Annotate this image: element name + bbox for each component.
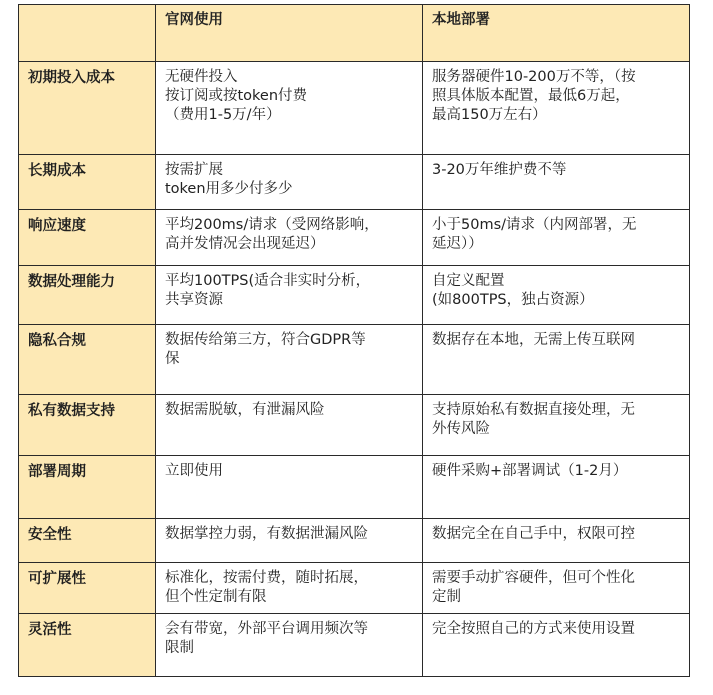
row-label: 响应速度 (19, 210, 156, 266)
cell-line: 保 (165, 351, 180, 367)
cell-line: 需要手动扩容硬件，但可个性化 (432, 570, 635, 586)
cell-line: 标准化，按需付费，随时拓展， (165, 570, 368, 586)
cell-line: 限制 (165, 640, 194, 656)
cell-line: 但个性定制有限 (165, 589, 267, 605)
official-cell (156, 456, 423, 519)
official-cell (156, 266, 423, 325)
table-row (19, 456, 690, 519)
cell-line: 数据传给第三方，符合GDPR等 (165, 332, 366, 348)
local-cell (423, 563, 690, 614)
row-label: 长期成本 (19, 155, 156, 210)
official-cell (156, 325, 423, 395)
cell-line: 共享资源 (165, 292, 223, 308)
cell-line: 完全按照自己的方式来使用设置 (432, 621, 635, 637)
table-row (19, 614, 690, 677)
official-cell (156, 395, 423, 456)
local-cell (423, 519, 690, 563)
header-cell-empty (19, 5, 156, 62)
table-row (19, 210, 690, 266)
row-label: 私有数据支持 (19, 395, 156, 456)
table-row (19, 519, 690, 563)
local-cell (423, 210, 690, 266)
cell-line: （费用1-5万/年） (165, 107, 281, 123)
table-row (19, 395, 690, 456)
cell-line: 照具体版本配置，最低6万起， (432, 88, 630, 104)
cell-line: 立即使用 (165, 463, 223, 479)
row-label: 部署周期 (19, 456, 156, 519)
cell-line: 数据完全在自己手中，权限可控 (432, 526, 635, 542)
cell-line: 平均200ms/请求（受网络影响， (165, 217, 379, 233)
table-row (19, 325, 690, 395)
comparison-table-container (18, 4, 689, 677)
cell-line: 自定义配置 (432, 273, 505, 289)
table-row (19, 266, 690, 325)
cell-line: 服务器硬件10-200万不等，（按 (432, 69, 636, 85)
local-cell (423, 456, 690, 519)
official-cell (156, 210, 423, 266)
cell-line: 3-20万年维护费不等 (432, 162, 567, 178)
header-cell-local: 本地部署 (423, 5, 690, 62)
cell-line: 延迟）） (432, 236, 483, 252)
cell-line: 按需扩展 (165, 162, 223, 178)
row-label: 灵活性 (19, 614, 156, 677)
row-label: 数据处理能力 (19, 266, 156, 325)
local-cell (423, 155, 690, 210)
cell-line: token用多少付多少 (165, 181, 293, 197)
cell-line: 最高150万左右） (432, 107, 547, 123)
cell-line: 数据需脱敏，有泄漏风险 (165, 402, 325, 418)
cell-line: 定制 (432, 589, 461, 605)
local-cell (423, 395, 690, 456)
cell-line: 支持原始私有数据直接处理，无 (432, 402, 635, 418)
cell-line: 数据掌控力弱，有数据泄漏风险 (165, 526, 368, 542)
local-cell (423, 614, 690, 677)
cell-line: 硬件采购+部署调试（1-2月） (432, 463, 628, 479)
official-cell (156, 563, 423, 614)
row-label: 安全性 (19, 519, 156, 563)
official-cell (156, 62, 423, 155)
cell-line: 数据存在本地，无需上传互联网 (432, 332, 635, 348)
cell-line: 外传风险 (432, 421, 490, 437)
header-cell-official: 官网使用 (156, 5, 423, 62)
comparison-table (18, 4, 690, 677)
row-label: 初期投入成本 (19, 62, 156, 155)
local-cell (423, 266, 690, 325)
table-row (19, 563, 690, 614)
official-cell (156, 519, 423, 563)
cell-line: 会有带宽，外部平台调用频次等 (165, 621, 368, 637)
local-cell (423, 62, 690, 155)
cell-line: (如800TPS，独占资源） (432, 292, 594, 308)
official-cell (156, 155, 423, 210)
header-row (19, 5, 690, 62)
local-cell (423, 325, 690, 395)
official-cell (156, 614, 423, 677)
row-label: 隐私合规 (19, 325, 156, 395)
cell-line: 小于50ms/请求（内网部署，无 (432, 217, 637, 233)
row-label: 可扩展性 (19, 563, 156, 614)
cell-line: 高并发情况会出现延迟） (165, 236, 325, 252)
cell-line: 按订阅或按token付费 (165, 88, 308, 104)
cell-line: 无硬件投入 (165, 69, 238, 85)
cell-line: 平均100TPS(适合非实时分析， (165, 273, 371, 289)
table-row (19, 62, 690, 155)
table-row (19, 155, 690, 210)
